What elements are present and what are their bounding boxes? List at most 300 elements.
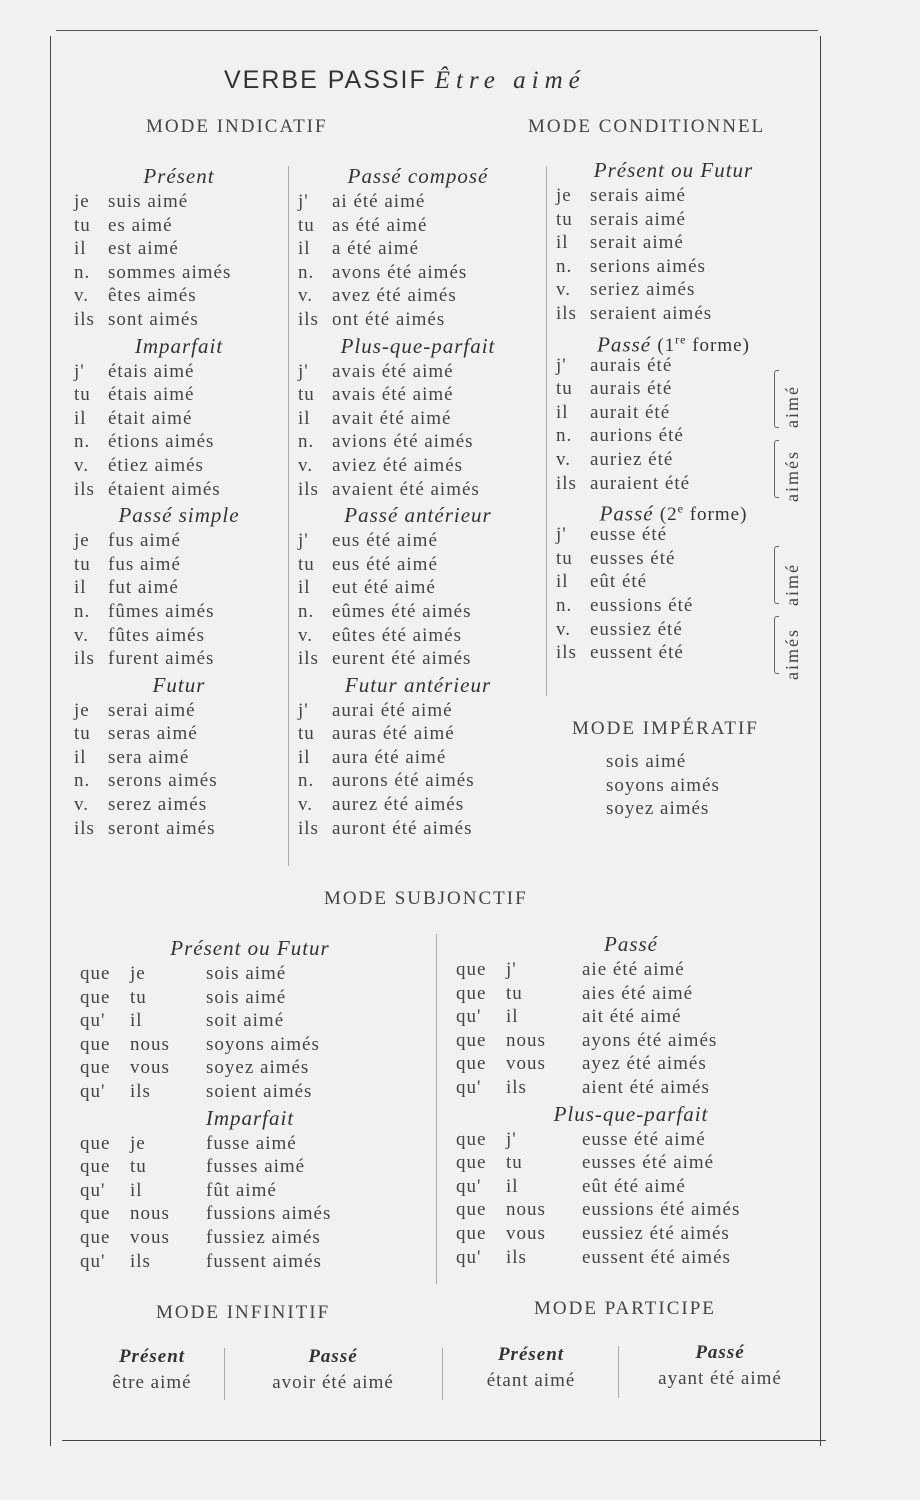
tense-label: Futur antérieur xyxy=(344,672,492,697)
pronoun: il xyxy=(130,1010,143,1032)
participe-passe-value: ayant été aimé xyxy=(658,1368,782,1389)
verb-form: suis aimé xyxy=(108,191,189,212)
conj-row xyxy=(74,600,284,624)
pronoun: n. xyxy=(556,425,573,447)
verb-form: sont aimés xyxy=(108,308,199,330)
pronoun: tu xyxy=(298,723,315,745)
pronoun: n. xyxy=(298,600,315,622)
pronoun: nous xyxy=(130,1203,170,1225)
pronoun: vous xyxy=(506,1053,546,1075)
tense-label-passe-1: Passé (1re forme) xyxy=(597,331,750,356)
conj-row xyxy=(556,641,791,665)
pronoun: ils xyxy=(298,478,319,500)
verb-form: étais aimé xyxy=(108,360,195,382)
pronoun: tu xyxy=(556,208,573,230)
conj-row xyxy=(74,430,284,454)
subj-list xyxy=(456,1128,806,1270)
conj-row xyxy=(74,308,284,332)
verb-form: avons été aimés xyxy=(332,261,468,283)
infinitif-passe xyxy=(236,1346,430,1394)
pronoun: j' xyxy=(556,354,567,376)
verb-form: avez été aimés xyxy=(332,285,457,307)
verb-form: étions aimés xyxy=(108,431,215,453)
pronoun: vous xyxy=(130,1226,170,1248)
pronoun: tu xyxy=(298,214,315,236)
imperatif-row: soyons aimés xyxy=(606,774,720,796)
pronoun: il xyxy=(556,232,569,254)
verb-form: eussiez été xyxy=(590,618,683,640)
subj-row xyxy=(80,1009,420,1033)
participe-present-label: Présent xyxy=(497,1344,565,1365)
pronoun: nous xyxy=(506,1199,546,1221)
subj-row xyxy=(80,1080,420,1104)
pronoun: v. xyxy=(74,454,90,476)
verb-form: a été aimé xyxy=(332,238,420,260)
imperatif-row: sois aimé xyxy=(606,751,687,772)
conj-row xyxy=(298,817,538,841)
conj-row xyxy=(74,647,284,671)
tense-label: Présent xyxy=(143,164,215,188)
pronoun: tu xyxy=(556,378,573,400)
pronoun: tu xyxy=(74,384,91,406)
tense-label: Plus-que-parfait xyxy=(340,333,496,358)
conj-row xyxy=(74,478,284,502)
tense-label-passe-2: Passé (2e forme) xyxy=(599,501,748,526)
pronoun: il xyxy=(74,746,87,768)
middle-divider xyxy=(442,1348,443,1400)
tense-label: Présent ou Futur xyxy=(170,936,330,960)
verb-form: ai été aimé xyxy=(332,191,426,212)
subjonctif-column-1 xyxy=(80,934,420,1273)
verb-form: fût aimé xyxy=(206,1179,277,1201)
subj-row xyxy=(80,1155,420,1179)
conjunction: qu' xyxy=(80,1250,106,1272)
conjunction: qu' xyxy=(80,1179,106,1201)
subj-row xyxy=(456,1029,806,1053)
verb-form: eûtes été aimés xyxy=(332,624,463,646)
verb-form: eussions été aimés xyxy=(582,1199,741,1221)
conj-row xyxy=(298,454,538,478)
conj-row xyxy=(74,746,284,770)
tense-label: Passé xyxy=(597,331,652,356)
conj-row xyxy=(298,624,538,648)
conj-row xyxy=(298,308,538,332)
subj-row xyxy=(80,962,420,986)
pronoun: v. xyxy=(74,794,90,816)
verb-form: est aimé xyxy=(108,238,179,260)
conj-row xyxy=(74,576,284,600)
infinitif-passe-value: avoir été aimé xyxy=(272,1372,394,1393)
tense-label: Imparfait xyxy=(134,333,224,358)
conj-row xyxy=(298,769,538,793)
pronoun: il xyxy=(74,407,87,429)
conj-row xyxy=(298,722,538,746)
participe-passe xyxy=(630,1342,810,1390)
verb-form: aurez été aimés xyxy=(332,794,465,816)
subj-row xyxy=(456,1076,806,1100)
verb-form: fusse aimé xyxy=(206,1132,297,1154)
infinitif-present-value: être aimé xyxy=(112,1372,192,1393)
conj-row xyxy=(298,576,538,600)
conj-list xyxy=(556,354,791,496)
conj-row xyxy=(74,722,284,746)
verb-form: soit aimé xyxy=(206,1010,285,1032)
infinitif-present xyxy=(92,1346,212,1394)
conj-row xyxy=(556,448,791,472)
pronoun: tu xyxy=(74,723,91,745)
pronoun: v. xyxy=(298,454,314,476)
conj-row xyxy=(556,401,791,425)
conj-row xyxy=(556,523,791,547)
verb-form: aurons été aimés xyxy=(332,770,475,792)
form-number: 1 xyxy=(664,334,676,356)
pronoun: j' xyxy=(298,699,309,721)
subj-row xyxy=(456,1005,806,1029)
pronoun: ils xyxy=(506,1076,527,1098)
conj-list xyxy=(298,699,538,841)
verb-form: aie été aimé xyxy=(582,959,685,980)
verb-form: avais été aimé xyxy=(332,384,454,406)
conj-row xyxy=(74,553,284,577)
frame-top-rule xyxy=(56,30,818,31)
indicatif-column-divider xyxy=(288,166,289,866)
pronoun: il xyxy=(556,401,569,423)
subj-row xyxy=(456,1175,806,1199)
conj-list xyxy=(556,523,791,665)
conj-row xyxy=(298,746,538,770)
verb-form: serait aimé xyxy=(590,232,684,254)
conj-row xyxy=(298,214,538,238)
form-ordinal: re xyxy=(675,332,687,347)
indicatif-column-1 xyxy=(74,162,284,840)
verb-form: eusse été aimé xyxy=(582,1128,706,1150)
form-word: forme xyxy=(689,504,741,526)
pronoun: ils xyxy=(74,648,95,670)
verb-form: aurais été xyxy=(590,378,673,400)
verb-form: soyons aimés xyxy=(206,1033,320,1055)
conj-list xyxy=(298,360,538,502)
conjunction: qu' xyxy=(80,1080,106,1102)
pronoun: tu xyxy=(298,553,315,575)
verb-form: serais aimé xyxy=(590,185,686,206)
conj-list xyxy=(74,360,284,502)
pronoun: ils xyxy=(556,472,577,494)
pronoun: j' xyxy=(506,1128,517,1150)
verb-form: fus aimé xyxy=(108,553,181,575)
subj-row xyxy=(80,1179,420,1203)
verb-form: serai aimé xyxy=(108,699,196,721)
tense-label: Passé xyxy=(604,932,658,956)
conj-row xyxy=(298,647,538,671)
pronoun: n. xyxy=(298,431,315,453)
conjunction: que xyxy=(80,1226,111,1248)
conj-row xyxy=(556,547,791,571)
conjunction: que xyxy=(456,1053,487,1075)
verb-form: fussiez aimés xyxy=(206,1226,321,1248)
tense-label: Passé composé xyxy=(347,164,489,188)
pronoun: j' xyxy=(506,959,517,980)
conj-row xyxy=(298,407,538,431)
conj-row xyxy=(298,699,538,723)
conj-row xyxy=(74,237,284,261)
pronoun: je xyxy=(130,1132,146,1154)
verb-form: fussions aimés xyxy=(206,1203,332,1225)
verb-form: seras aimé xyxy=(108,723,198,745)
frame-left-rule xyxy=(50,36,51,1446)
conj-row xyxy=(556,377,791,401)
pronoun: tu xyxy=(74,214,91,236)
verb-form: aurai été aimé xyxy=(332,699,453,721)
verb-form: auront été aimés xyxy=(332,817,473,839)
form-word: forme xyxy=(692,334,743,356)
verb-form: eusses été xyxy=(590,547,676,569)
conj-row xyxy=(74,214,284,238)
pronoun: n. xyxy=(298,261,315,283)
infinitif-present-label: Présent xyxy=(118,1346,186,1367)
pronoun: j' xyxy=(556,524,567,546)
pronoun: ils xyxy=(298,308,319,330)
frame-right-rule xyxy=(820,36,821,1446)
verb-form: serions aimés xyxy=(590,255,706,277)
pronoun: v. xyxy=(74,285,90,307)
pronoun: n. xyxy=(74,600,91,622)
conjunction: que xyxy=(80,1203,111,1225)
side-label-singular-1: aimé xyxy=(782,385,802,428)
subj-list xyxy=(456,958,806,1100)
infinitif-passe-label: Passé xyxy=(308,1346,358,1367)
verb-form: sera aimé xyxy=(108,746,190,768)
conj-row xyxy=(74,360,284,384)
pronoun: tu xyxy=(506,982,523,1004)
participe-passe-label: Passé xyxy=(695,1342,745,1363)
conj-row xyxy=(74,190,284,214)
conj-list xyxy=(74,190,284,332)
conjunction: que xyxy=(80,986,111,1008)
conj-row xyxy=(74,407,284,431)
verb-form: furent aimés xyxy=(108,648,215,670)
conjunction: que xyxy=(456,1199,487,1221)
subjonctif-column-divider xyxy=(436,934,437,1284)
subj-row xyxy=(80,1202,420,1226)
verb-form: eusse été xyxy=(590,524,668,546)
side-label-singular-2: aimé xyxy=(782,563,802,606)
verb-form: était aimé xyxy=(108,407,193,429)
conj-row xyxy=(298,237,538,261)
pronoun: je xyxy=(74,699,90,721)
conj-row xyxy=(298,284,538,308)
pronoun: ils xyxy=(298,648,319,670)
pronoun: ils xyxy=(556,642,577,664)
verb-form: étaient aimés xyxy=(108,478,221,500)
infinitif-heading: MODE INFINITIF xyxy=(156,1302,331,1323)
pronoun: n. xyxy=(556,594,573,616)
verb-form: eurent été aimés xyxy=(332,648,472,670)
conj-row xyxy=(298,529,538,553)
conj-row xyxy=(298,190,538,214)
subj-row xyxy=(456,1198,806,1222)
conj-row xyxy=(298,600,538,624)
pronoun: j' xyxy=(74,360,85,382)
verb-form: ait été aimé xyxy=(582,1006,682,1028)
verb-form: fut aimé xyxy=(108,577,179,599)
tense-label: Présent ou Futur xyxy=(593,158,754,182)
pronoun: je xyxy=(74,191,90,212)
title-verb: Être aimé xyxy=(434,67,586,94)
conj-row xyxy=(556,618,791,642)
pronoun: v. xyxy=(298,285,314,307)
subj-list xyxy=(80,962,420,1104)
form-ordinal: e xyxy=(677,502,684,517)
conjunction: que xyxy=(80,1132,111,1154)
pronoun: ils xyxy=(298,817,319,839)
conj-row xyxy=(556,208,791,232)
subj-row xyxy=(80,986,420,1010)
subj-row xyxy=(456,1052,806,1076)
tense-label: Passé xyxy=(599,501,654,526)
conjunction: qu' xyxy=(456,1006,482,1028)
participe-present-value: étant aimé xyxy=(486,1370,576,1391)
conjunction: qu' xyxy=(456,1246,482,1268)
conj-row xyxy=(556,184,791,208)
tense-label: Imparfait xyxy=(205,1105,295,1130)
conditionnel-column-divider xyxy=(546,166,547,696)
verb-form: aurions été xyxy=(590,425,684,447)
pronoun: tu xyxy=(556,547,573,569)
pronoun: ils xyxy=(74,478,95,500)
verb-form: fusses aimé xyxy=(206,1156,306,1178)
side-label-plural-2: aimés xyxy=(782,628,802,680)
pronoun: vous xyxy=(506,1222,546,1244)
subj-row xyxy=(456,1128,806,1152)
conjunction: qu' xyxy=(456,1076,482,1098)
conjunction: que xyxy=(80,1156,111,1178)
infinitif-divider xyxy=(224,1348,225,1400)
verb-form: fussent aimés xyxy=(206,1250,322,1272)
pronoun: n. xyxy=(556,255,573,277)
pronoun: v. xyxy=(556,618,572,640)
pronoun: n. xyxy=(298,770,315,792)
verb-form: soyez aimés xyxy=(206,1057,310,1079)
imperatif-heading: MODE IMPÉRATIF xyxy=(572,718,759,739)
conj-row xyxy=(74,817,284,841)
verb-form: serais aimé xyxy=(590,208,686,230)
subj-row xyxy=(456,1222,806,1246)
subjonctif-column-2 xyxy=(456,930,806,1269)
verb-form: eussent été aimés xyxy=(582,1246,731,1268)
conj-list xyxy=(74,529,284,671)
tense-label: Passé simple xyxy=(118,503,240,528)
verb-form: serez aimés xyxy=(108,794,208,816)
indicatif-heading: MODE INDICATIF xyxy=(146,116,328,137)
imperatif-list xyxy=(606,750,720,821)
verb-form: eussiez été aimés xyxy=(582,1222,730,1244)
pronoun: v. xyxy=(556,448,572,470)
verb-form: auras été aimé xyxy=(332,723,455,745)
verb-form: eussent été xyxy=(590,642,684,664)
brace-plural-2 xyxy=(774,616,779,674)
subj-row xyxy=(80,1226,420,1250)
verb-form: étais aimé xyxy=(108,384,195,406)
pronoun: j' xyxy=(298,530,309,552)
conj-row xyxy=(556,278,791,302)
pronoun: j' xyxy=(298,360,309,382)
verb-form: seriez aimés xyxy=(590,279,696,301)
verb-form: eûmes été aimés xyxy=(332,600,472,622)
pronoun: ils xyxy=(130,1080,151,1102)
verb-form: aient été aimés xyxy=(582,1076,710,1098)
pronoun: v. xyxy=(298,624,314,646)
verb-form: eussions été xyxy=(590,594,694,616)
conj-row xyxy=(556,354,791,378)
conj-row xyxy=(74,529,284,553)
conj-row xyxy=(298,478,538,502)
conjunction: que xyxy=(456,982,487,1004)
pronoun: il xyxy=(556,571,569,593)
tense-label: Futur xyxy=(152,672,206,697)
conjunction: que xyxy=(80,1057,111,1079)
frame-bottom-rule xyxy=(62,1440,826,1441)
conj-row xyxy=(74,699,284,723)
subjonctif-heading: MODE SUBJONCTIF xyxy=(324,888,528,909)
pronoun: tu xyxy=(74,553,91,575)
verb-form: eus été aimé xyxy=(332,530,438,552)
verb-form: avais été aimé xyxy=(332,360,454,382)
verb-form: eût été aimé xyxy=(582,1175,686,1197)
verb-form: êtes aimés xyxy=(108,285,197,307)
pronoun: il xyxy=(298,407,311,429)
conjunction: que xyxy=(456,1029,487,1051)
conj-row xyxy=(556,231,791,255)
pronoun: il xyxy=(506,1006,519,1028)
verb-form: étiez aimés xyxy=(108,454,204,476)
conj-row xyxy=(74,454,284,478)
verb-form: aura été aimé xyxy=(332,746,447,768)
verb-form: eus été aimé xyxy=(332,553,438,575)
subj-row xyxy=(80,1033,420,1057)
subj-row xyxy=(80,1132,420,1156)
conjunction: que xyxy=(80,963,111,984)
brace-singular-2 xyxy=(774,546,779,604)
pronoun: ils xyxy=(130,1250,151,1272)
conj-list xyxy=(298,190,538,332)
verb-form: as été aimé xyxy=(332,214,428,236)
conj-row xyxy=(298,793,538,817)
pronoun: n. xyxy=(74,431,91,453)
verb-form: ont été aimés xyxy=(332,308,446,330)
conj-list xyxy=(556,184,791,326)
participe-present xyxy=(456,1344,606,1392)
conj-row xyxy=(298,360,538,384)
pronoun: ils xyxy=(556,302,577,324)
conditionnel-heading: MODE CONDITIONNEL xyxy=(528,116,766,137)
verb-form: aviez été aimés xyxy=(332,454,464,476)
brace-singular-1 xyxy=(774,370,779,428)
conj-row xyxy=(74,793,284,817)
pronoun: il xyxy=(130,1179,143,1201)
verb-form: seraient aimés xyxy=(590,302,713,324)
brace-plural-1 xyxy=(774,440,779,498)
verb-form: fûmes aimés xyxy=(108,600,215,622)
tense-label: Plus-que-parfait xyxy=(553,1101,709,1126)
conj-row xyxy=(74,284,284,308)
pronoun: il xyxy=(298,577,311,599)
side-label-plural-1: aimés xyxy=(782,450,802,502)
verb-form: auraient été xyxy=(590,472,691,494)
conj-row xyxy=(74,261,284,285)
conjunction: que xyxy=(456,1222,487,1244)
conj-list xyxy=(74,699,284,841)
conj-list xyxy=(298,529,538,671)
